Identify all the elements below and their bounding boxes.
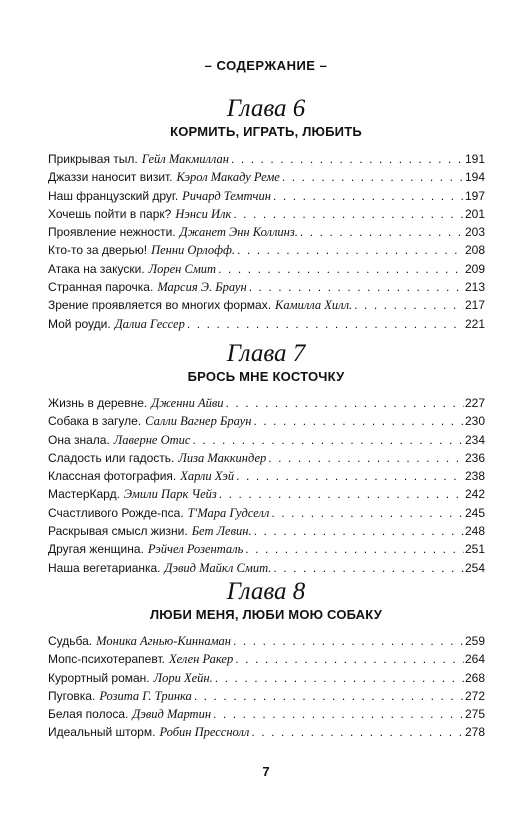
entry-page-number: 197: [464, 188, 485, 203]
chapter-6-title: Глава 6: [226, 95, 306, 122]
entry-author: Лиза Маккиндер: [178, 450, 267, 465]
running-head: – СОДЕРЖАНИЕ –: [204, 58, 328, 73]
entry-author: Пенни Орлофф.: [151, 243, 235, 258]
toc-entry: [48, 522, 485, 540]
entry-author: Гейл Макмиллан: [141, 152, 229, 166]
entry-author: Розита Г. Тринка: [99, 688, 192, 703]
toc-entry: [48, 669, 485, 687]
chapter-8-toc: [48, 632, 485, 742]
dot-leader: [233, 632, 464, 650]
dot-leader: [300, 223, 464, 241]
dot-leader: [236, 467, 464, 485]
entry-title: Белая полоса.: [48, 707, 129, 722]
toc-entry: [48, 632, 485, 650]
entry-author: Лаверне Отис: [113, 432, 191, 447]
entry-page-number: 227: [464, 396, 485, 410]
entry-page-number: 248: [464, 524, 485, 539]
toc-entry: [48, 705, 485, 723]
entry-author: Кэрол Макаду Реме: [176, 170, 280, 185]
dot-leader: [249, 278, 464, 296]
entry-title: Наша вегетарианка.: [48, 560, 161, 575]
chapter-6-subtitle: КОРМИТЬ, ИГРАТЬ, ЛЮБИТЬ: [170, 124, 362, 139]
dot-leader: [282, 168, 464, 186]
entry-title: Другая женщина.: [48, 542, 144, 557]
entry-title: Раскрывая смысл жизни.: [48, 524, 188, 539]
entry-title: Мой роуди.: [48, 316, 111, 331]
dot-leader: [192, 431, 464, 449]
entry-author: Марсия Э. Браун: [157, 280, 247, 295]
entry-page-number: 264: [464, 652, 485, 667]
dot-leader: [273, 187, 464, 205]
entry-title: Собака в загуле.: [48, 414, 142, 429]
entry-page-number: 208: [464, 243, 485, 258]
entry-title: Она знала.: [48, 432, 110, 447]
toc-entry: [48, 650, 485, 668]
toc-entry: [48, 168, 485, 186]
entry-title: Проявление нежности.: [48, 225, 176, 240]
entry-page-number: 259: [464, 634, 485, 648]
entry-author: Лори Хейн.: [153, 670, 213, 685]
toc-entry: [48, 467, 485, 485]
entry-author: Рэйчел Розенталь: [147, 542, 244, 557]
toc-entry: [48, 278, 485, 296]
dot-leader: [245, 540, 464, 558]
entry-title: МастерКард.: [48, 487, 120, 502]
toc-entry: [48, 485, 485, 503]
entry-title: Мопс-психотерапевт.: [48, 652, 165, 667]
dot-leader: [218, 260, 464, 278]
entry-title: Судьба.: [48, 634, 93, 648]
entry-page-number: 221: [464, 316, 485, 331]
entry-page-number: 230: [464, 414, 485, 429]
entry-title: Атака на закуски.: [48, 261, 145, 276]
entry-author: Харли Хэй: [180, 469, 235, 484]
dot-leader: [271, 504, 464, 522]
entry-page-number: 238: [464, 469, 485, 484]
toc-entry: [48, 205, 485, 223]
entry-author: Моника Агнью-Киннаман: [96, 634, 231, 648]
dot-leader: [231, 150, 464, 168]
page-number: 7: [262, 764, 270, 779]
entry-page-number: 272: [464, 688, 485, 703]
dot-leader: [219, 485, 464, 503]
entry-author: Робин Пресснолл: [159, 725, 250, 740]
entry-author: Салли Вагнер Браун: [145, 414, 252, 429]
chapter-7-title: Глава 7: [226, 340, 306, 367]
dot-leader: [235, 650, 464, 668]
toc-entry: [48, 187, 485, 205]
dot-leader: [226, 394, 464, 412]
entry-author: Бет Левин.: [191, 524, 252, 539]
entry-title: Идеальный шторм.: [48, 725, 156, 740]
entry-page-number: 213: [464, 280, 485, 295]
entry-page-number: 217: [464, 298, 485, 313]
chapter-8-subtitle: ЛЮБИ МЕНЯ, ЛЮБИ МОЮ СОБАКУ: [149, 607, 383, 622]
dot-leader: [187, 315, 464, 333]
entry-author: Дженни Айви: [151, 396, 224, 410]
toc-entry: [48, 449, 485, 467]
entry-author: Дэвид Майкл Смит.: [164, 560, 272, 575]
dot-leader: [251, 723, 464, 741]
toc-entry: [48, 504, 485, 522]
entry-page-number: 203: [464, 225, 485, 240]
toc-entry: [48, 431, 485, 449]
entry-title: Классная фотография.: [48, 469, 177, 484]
entry-author: Т'Мара Гудселл: [187, 505, 270, 520]
entry-title: Странная парочка.: [48, 280, 154, 295]
chapter-6-toc: [48, 150, 485, 333]
entry-author: Камилла Хилл.: [275, 298, 353, 313]
entry-page-number: 278: [464, 725, 485, 740]
entry-page-number: 254: [464, 560, 485, 575]
toc-entry: [48, 540, 485, 558]
entry-page-number: 245: [464, 505, 485, 520]
toc-entry: [48, 150, 485, 168]
dot-leader: [233, 205, 464, 223]
entry-title: Кто-то за дверью!: [48, 243, 148, 258]
entry-title: Жизнь в деревне.: [48, 396, 148, 410]
toc-entry: [48, 260, 485, 278]
entry-page-number: 194: [464, 170, 485, 185]
toc-entry: [48, 412, 485, 430]
toc-entry: [48, 241, 485, 259]
chapter-8-title: Глава 8: [226, 578, 306, 605]
entry-title: Прикрывая тыл.: [48, 152, 138, 166]
toc-entry: [48, 296, 485, 314]
entry-page-number: 201: [464, 206, 485, 221]
dot-leader: [213, 705, 464, 723]
entry-page-number: 242: [464, 487, 485, 502]
entry-title: Сладость или гадость.: [48, 450, 175, 465]
entry-author: Дэвид Мартин: [132, 707, 212, 722]
dot-leader: [354, 296, 464, 314]
entry-title: Зрение проявляется во многих формах.: [48, 298, 272, 313]
dot-leader: [237, 241, 464, 259]
dot-leader: [273, 559, 464, 577]
entry-page-number: 251: [464, 542, 485, 557]
chapter-7-toc: [48, 394, 485, 577]
dot-leader: [253, 412, 464, 430]
dot-leader: [194, 687, 464, 705]
entry-author: Лорен Смит: [148, 261, 217, 276]
toc-entry: [48, 687, 485, 705]
toc-entry: [48, 315, 485, 333]
entry-title: Хочешь пойти в парк?: [48, 206, 172, 221]
entry-title: Курортный роман.: [48, 670, 150, 685]
entry-page-number: 234: [464, 432, 485, 447]
entry-title: Джаззи наносит визит.: [48, 170, 173, 185]
entry-author: Далиа Гессер: [114, 316, 185, 331]
entry-page-number: 275: [464, 707, 485, 722]
entry-page-number: 268: [464, 670, 485, 685]
dot-leader: [215, 669, 464, 687]
entry-page-number: 236: [464, 450, 485, 465]
entry-title: Счастливого Рожде-пса.: [48, 505, 184, 520]
entry-author: Эмили Парк Чейз: [123, 487, 217, 502]
entry-author: Нэнси Илк: [175, 206, 232, 221]
dot-leader: [254, 522, 464, 540]
entry-page-number: 191: [464, 152, 485, 166]
entry-author: Ричард Темтчин: [182, 188, 271, 203]
entry-title: Наш французский друг.: [48, 188, 179, 203]
toc-entry: [48, 723, 485, 741]
toc-entry: [48, 394, 485, 412]
toc-entry: [48, 223, 485, 241]
entry-title: Пуговка.: [48, 688, 96, 703]
toc-entry: [48, 559, 485, 577]
entry-author: Хелен Ракер: [168, 652, 234, 667]
dot-leader: [268, 449, 464, 467]
entry-page-number: 209: [464, 261, 485, 276]
chapter-7-subtitle: БРОСЬ МНЕ КОСТОЧКУ: [187, 369, 345, 384]
entry-author: Джанет Энн Коллинз.: [179, 225, 298, 240]
